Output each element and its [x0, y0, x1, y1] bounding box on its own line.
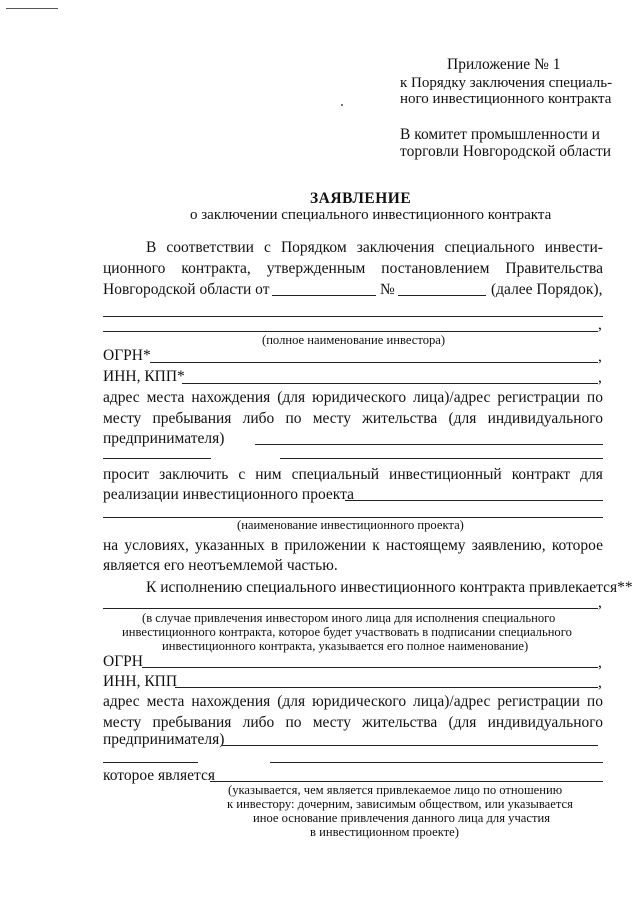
intro-line2 [103, 260, 603, 278]
attracted-address-field2b[interactable] [270, 762, 603, 763]
word: жительства [362, 714, 438, 731]
document-title: ЗАЯВЛЕНИЕ [310, 190, 412, 207]
word: (для [277, 693, 306, 710]
investor-inn-field[interactable] [182, 383, 598, 384]
comma: , [598, 316, 602, 333]
investor-inn-label: ИНН, КПП* [103, 368, 185, 385]
word: условиях, [124, 537, 189, 554]
investor-address-line1 [103, 389, 603, 407]
attracted-inn-field[interactable] [175, 687, 598, 688]
request-line4: является его неотъемлемой частью. [103, 557, 338, 574]
word: нахождения [191, 693, 271, 710]
investor-name-hint: (полное наименование инвестора) [262, 333, 446, 347]
word: просит [103, 466, 150, 483]
attracted-hint-line3: инвестиционного контракта, указывается его полное наименование) [162, 639, 529, 653]
word: пребывания [152, 410, 232, 427]
word: Правительства [505, 260, 603, 277]
word: регистрации [497, 693, 580, 710]
attracted-inn-label: ИНН, КПП [103, 673, 178, 690]
word: месту [103, 410, 142, 427]
word: месту [312, 714, 351, 731]
word: (для [277, 389, 306, 406]
attracted-relation-hint2: к инвестору: дочерним, зависимым обществом, или указывается [227, 797, 573, 811]
investor-address-line3: предпринимателя) [103, 430, 225, 447]
investor-address-field2b[interactable] [280, 458, 603, 459]
word: ним [255, 466, 282, 483]
request-line1 [103, 466, 603, 484]
number-blank[interactable] [398, 295, 486, 296]
appendix-ref-line2: ного инвестиционного контракта [400, 91, 612, 107]
project-name-hint: (наименование инвестиционного проекта) [237, 518, 464, 532]
word: индивидуального [487, 714, 603, 731]
word: к [372, 537, 380, 554]
request-line2: реализации инвестиционного проекта [103, 486, 354, 503]
word: адрес [103, 389, 140, 406]
word: специального [444, 239, 535, 256]
word: месту [312, 410, 351, 427]
investor-address-field1[interactable] [255, 444, 603, 445]
addressee-line1: В комитет промышленности и [400, 126, 600, 143]
investor-address-line2 [103, 410, 603, 428]
word: которое [551, 537, 603, 554]
request-line3 [103, 537, 603, 555]
word: адрес [103, 693, 140, 710]
word: ционного [103, 260, 166, 277]
comma: , [598, 594, 602, 611]
word: инвести- [544, 239, 603, 256]
investor-name-line1[interactable] [103, 316, 603, 317]
word: с [238, 466, 246, 483]
word: нахождения [191, 389, 271, 406]
word: для [580, 466, 603, 483]
word: пребывания [152, 714, 232, 731]
comma: , [598, 348, 602, 365]
word: жительства [362, 410, 438, 427]
word: места [146, 693, 185, 710]
word: по [586, 693, 603, 710]
word: (для [448, 714, 477, 731]
word: Порядком [280, 239, 347, 256]
appendix-number: Приложение № 1 [447, 56, 561, 73]
word: по [586, 389, 603, 406]
document-subtitle: о заключении специального инвестиционного контракта [190, 207, 552, 223]
investor-name-line2[interactable] [103, 331, 598, 332]
top-edge-line [6, 8, 58, 9]
word: на [103, 537, 119, 554]
word: юридического [312, 389, 407, 406]
word: месту [103, 714, 142, 731]
attracted-address-field2a[interactable] [103, 762, 198, 763]
attracted-address-line2 [103, 714, 603, 732]
word: с [264, 239, 271, 256]
word: в [270, 537, 279, 554]
attracted-ogrn-label: ОГРН [103, 653, 143, 670]
request-line5: К исполнению специального инвестиционного контракта привлекается** [146, 579, 633, 596]
number-sign: № [380, 281, 395, 298]
word: юридического [312, 693, 407, 710]
word: индивидуального [487, 410, 603, 427]
word: регистрации [497, 389, 580, 406]
attracted-ogrn-field[interactable] [142, 667, 598, 668]
project-name-field1[interactable] [345, 500, 603, 501]
word: места [146, 389, 185, 406]
investor-ogrn-field[interactable] [150, 362, 598, 363]
word: контракт [511, 466, 571, 483]
investor-address-field2a[interactable] [103, 458, 211, 459]
word: по [285, 714, 302, 731]
word: соответствии [166, 239, 254, 256]
appendix-ref-line1: к Порядку заключения специаль- [400, 75, 613, 91]
word: по [285, 410, 302, 427]
attracted-address-field1[interactable] [222, 745, 598, 746]
comma: , [598, 369, 602, 386]
word: лица)/адрес [413, 693, 491, 710]
word: заключения [356, 239, 435, 256]
word: либо [242, 410, 275, 427]
word: указанных [195, 537, 265, 554]
word: лица)/адрес [413, 389, 491, 406]
investor-ogrn-label: ОГРН* [103, 347, 151, 364]
attracted-address-line3: предпринимателя) [103, 731, 225, 748]
attracted-address-line1 [103, 693, 603, 711]
attracted-hint-line1: (в случае привлечения инвестором иного лица для исполнения специального [142, 611, 556, 625]
attracted-hint-line2: инвестиционного контракта, которое будет участвовать в подписании специального [122, 625, 572, 639]
addressee-line2: торговли Новгородской области [400, 143, 612, 160]
comma: , [598, 654, 602, 671]
word: В [146, 239, 157, 256]
date-blank[interactable] [272, 295, 376, 296]
attracted-relation-hint1: (указывается, чем является привлекаемое лицо по отношению [228, 783, 563, 797]
attracted-relation-hint4: в инвестиционном проекте) [310, 825, 459, 839]
attracted-relation-field[interactable] [210, 781, 603, 782]
word: постановлением [381, 260, 490, 277]
word: заключить [159, 466, 229, 483]
stray-dot [341, 104, 343, 106]
attracted-name-field[interactable] [103, 608, 598, 609]
intro-line3-date-label: Новгородской области от [103, 281, 270, 298]
word: либо [242, 714, 275, 731]
word: специальный [291, 466, 380, 483]
intro-line1 [146, 239, 603, 257]
word: заявлению, [471, 537, 546, 554]
word: настоящему [385, 537, 466, 554]
attracted-relation-hint3: иное основание привлечения данного лица для участия [253, 811, 551, 825]
word: (для [448, 410, 477, 427]
intro-line3-end: (далее Порядок), [491, 281, 603, 298]
word: утвержденным [266, 260, 366, 277]
word: приложении [284, 537, 367, 554]
word: контракта, [181, 260, 251, 277]
attracted-relation-label: которое является [103, 767, 216, 784]
word: инвестиционный [389, 466, 502, 483]
comma: , [598, 674, 602, 691]
